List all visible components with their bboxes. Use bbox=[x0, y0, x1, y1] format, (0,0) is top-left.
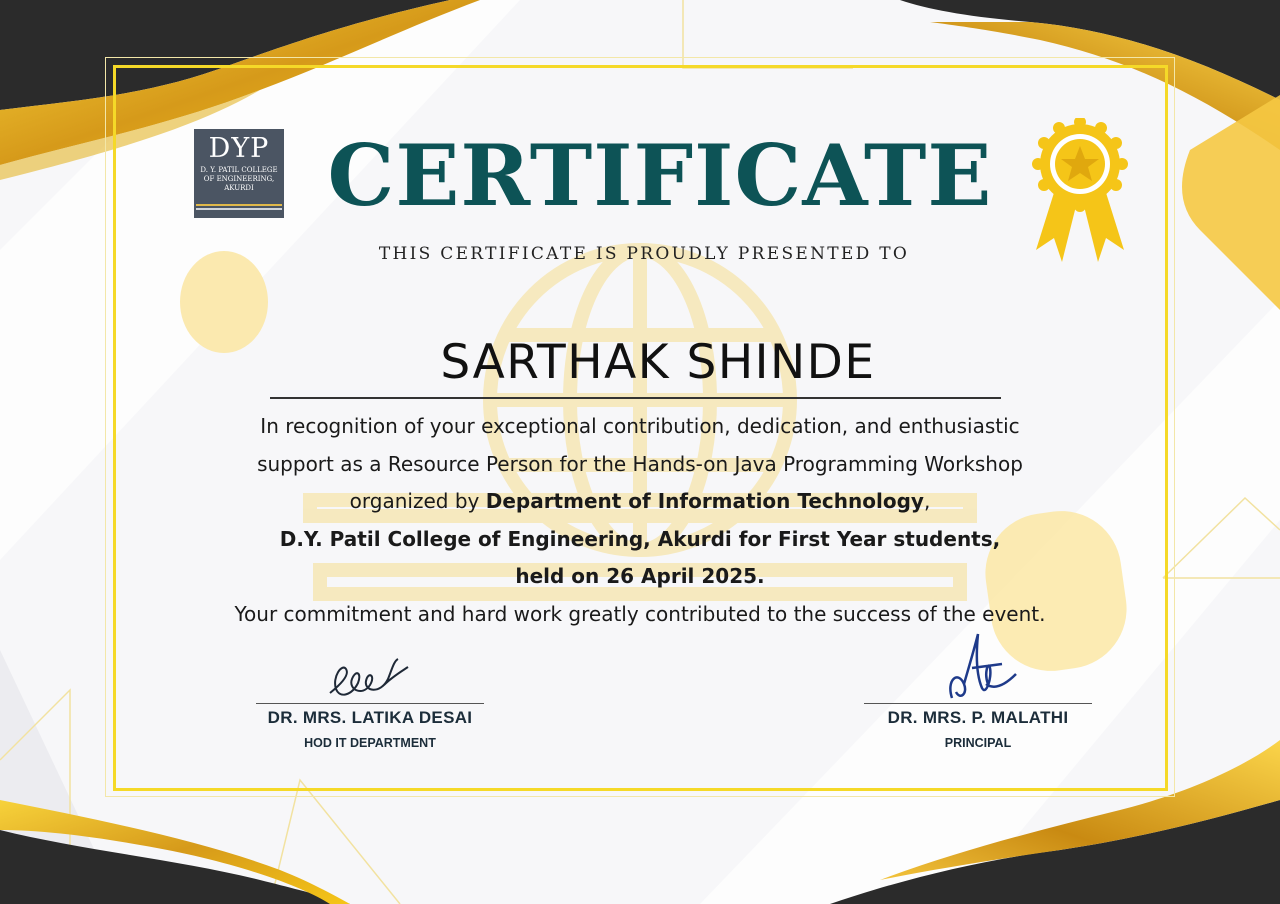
signature-line bbox=[864, 703, 1092, 704]
event-date: held on 26 April 2025. bbox=[515, 564, 765, 588]
logo-line: AKURDI bbox=[224, 184, 254, 192]
signature-principal bbox=[942, 630, 1022, 705]
department-name: Department of Information Technology bbox=[485, 489, 924, 513]
recipient-underline bbox=[270, 397, 1001, 399]
logo-line: OF ENGINEERING, bbox=[203, 175, 275, 183]
body-text: organized by bbox=[349, 489, 486, 513]
award-ribbon-star-icon bbox=[1028, 118, 1132, 268]
body-line: In recognition of your exceptional contribution, dedication, and enthusiastic bbox=[260, 414, 1020, 438]
signatory-principal bbox=[864, 703, 1092, 751]
logo-stripes bbox=[196, 204, 282, 214]
signatory-role: HOD IT DEPARTMENT bbox=[304, 736, 436, 751]
certificate-subtitle: THIS CERTIFICATE IS PROUDLY PRESENTED TO bbox=[378, 244, 910, 264]
body-line bbox=[150, 483, 1130, 521]
college-logo bbox=[194, 129, 284, 218]
body-line-bold bbox=[150, 521, 1130, 559]
signature-hod bbox=[322, 655, 414, 705]
recipient-name: SARTHAK SHINDE bbox=[440, 335, 876, 390]
body-line: Your commitment and hard work greatly contributed to the success of the event. bbox=[234, 601, 1046, 626]
body-line: support as a Resource Person for the Hands-on Java Programming Workshop bbox=[257, 451, 1023, 476]
body-line-bold bbox=[150, 558, 1130, 596]
signatory-hod bbox=[256, 703, 484, 751]
certificate-title: CERTIFICATE bbox=[327, 126, 993, 225]
college-name: D.Y. Patil College of Engineering, Akurdi for First Year students, bbox=[279, 526, 1001, 551]
signatory-name: DR. MRS. LATIKA DESAI bbox=[267, 708, 473, 728]
logo-college-name bbox=[194, 166, 284, 193]
logo-mark: DYP bbox=[208, 133, 270, 164]
signatory-name: DR. MRS. P. MALATHI bbox=[887, 708, 1069, 728]
signature-line bbox=[256, 703, 484, 704]
certificate-body bbox=[150, 408, 1130, 633]
logo-line: D. Y. PATIL COLLEGE bbox=[200, 166, 278, 174]
signatory-role: PRINCIPAL bbox=[944, 736, 1012, 751]
body-text: , bbox=[923, 489, 931, 513]
